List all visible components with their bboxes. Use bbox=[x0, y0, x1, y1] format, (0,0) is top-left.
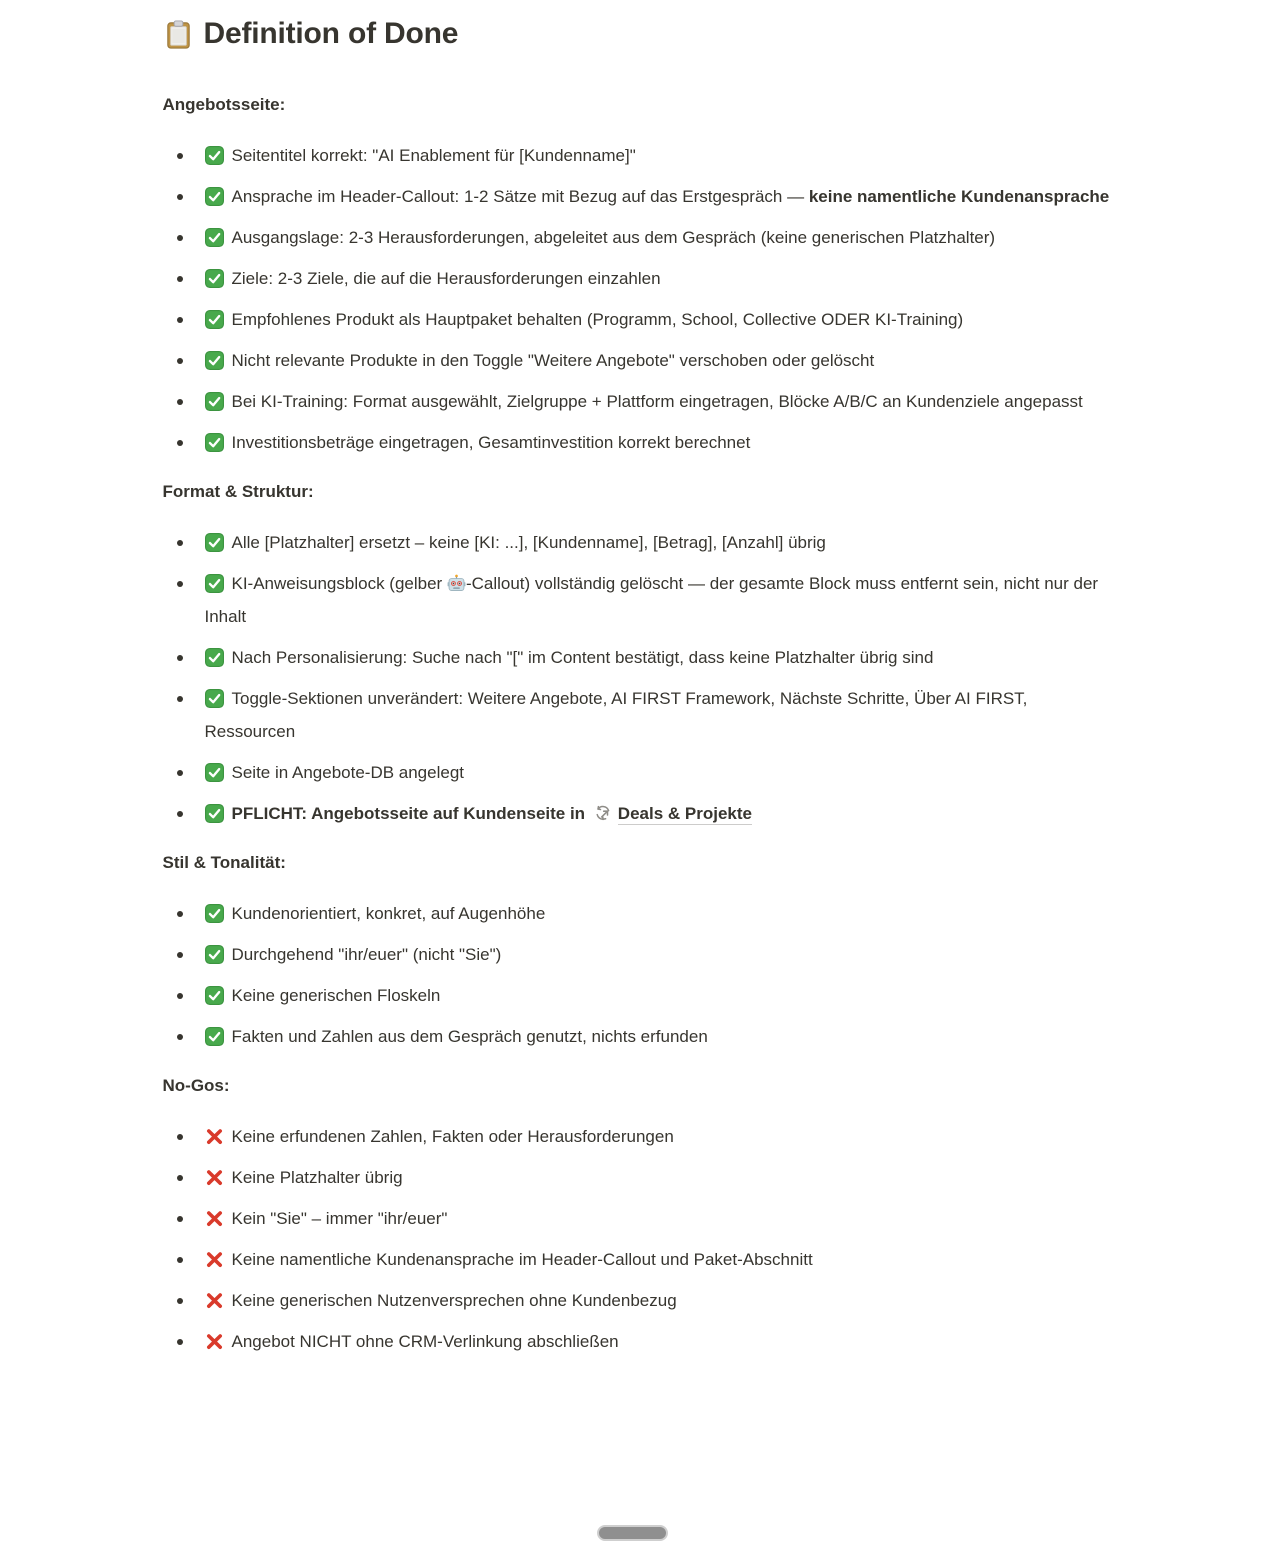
page-content bbox=[163, 0, 1118, 1358]
check-icon bbox=[205, 763, 224, 782]
section-list bbox=[163, 1120, 1118, 1358]
item-text: Keine generischen Floskeln bbox=[231, 986, 441, 1005]
robot-icon bbox=[447, 574, 466, 593]
item-text: Kein "Sie" – immer "ihr/euer" bbox=[231, 1209, 448, 1228]
sections-container bbox=[163, 88, 1118, 1358]
bullet-marker bbox=[177, 911, 183, 917]
bullet-marker bbox=[177, 440, 183, 446]
check-icon bbox=[205, 648, 224, 667]
item-text: keine namentliche Kundenansprache bbox=[808, 187, 1110, 206]
check-icon bbox=[205, 146, 224, 165]
list-item bbox=[163, 897, 1118, 930]
item-text: Kundenorientiert, konkret, auf Augenhöhe bbox=[231, 904, 546, 923]
check-icon bbox=[205, 310, 224, 329]
item-text: Seitentitel korrekt: "AI Enablement für [Kundenname]" bbox=[231, 146, 636, 165]
item-text: Ausgangslage: 2-3 Herausforderungen, abgeleitet aus dem Gespräch (keine generischen Platzhalter) bbox=[231, 228, 996, 247]
section-heading: Stil & Tonalität: bbox=[162, 853, 286, 872]
item-text: Ziele: 2-3 Ziele, die auf die Herausforderungen einzahlen bbox=[231, 269, 661, 288]
bullet-marker bbox=[177, 358, 183, 364]
bullet-marker bbox=[177, 1257, 183, 1263]
list-item bbox=[163, 797, 1118, 830]
check-icon bbox=[205, 351, 224, 370]
bullet-marker bbox=[177, 655, 183, 661]
list-item bbox=[163, 526, 1118, 559]
item-text: Nach Personalisierung: Suche nach "[" im Content bestätigt, dass keine Platzhalter übrig sind bbox=[231, 648, 934, 667]
check-icon bbox=[205, 945, 224, 964]
list-item bbox=[163, 303, 1118, 336]
bullet-marker bbox=[177, 1134, 183, 1140]
item-text: Fakten und Zahlen aus dem Gespräch genutzt, nichts erfunden bbox=[231, 1027, 708, 1046]
section-heading: Angebotsseite: bbox=[162, 95, 286, 114]
bullet-marker bbox=[177, 1298, 183, 1304]
section-list bbox=[163, 139, 1118, 459]
list-item bbox=[163, 385, 1118, 418]
list-item bbox=[163, 641, 1118, 674]
item-text: Nicht relevante Produkte in den Toggle "Weitere Angebote" verschoben oder gelöscht bbox=[231, 351, 875, 370]
list-item bbox=[163, 756, 1118, 789]
list-item bbox=[163, 139, 1118, 172]
item-text: Keine generischen Nutzenversprechen ohne Kundenbezug bbox=[231, 1291, 677, 1310]
check-icon bbox=[205, 187, 224, 206]
bullet-marker bbox=[177, 540, 183, 546]
bullet-marker bbox=[177, 1175, 183, 1181]
item-text: Alle [Platzhalter] ersetzt – keine [KI: ...], [Kundenname], [Betrag], [Anzahl] übrig bbox=[231, 533, 826, 552]
list-item bbox=[163, 1161, 1118, 1194]
item-text: Keine Platzhalter übrig bbox=[231, 1168, 403, 1187]
horizontal-scrollbar-thumb[interactable] bbox=[597, 1525, 668, 1541]
list-item bbox=[163, 426, 1118, 459]
item-text: Ansprache im Header-Callout: 1-2 Sätze mit Bezug auf das Erstgespräch — bbox=[231, 187, 809, 206]
check-icon bbox=[205, 804, 224, 823]
item-text: Angebot NICHT ohne CRM-Verlinkung abschließen bbox=[231, 1332, 619, 1351]
check-icon bbox=[205, 689, 224, 708]
list-item bbox=[163, 1325, 1118, 1358]
bullet-marker bbox=[177, 581, 183, 587]
bullet-marker bbox=[177, 399, 183, 405]
list-item bbox=[163, 1284, 1118, 1317]
item-text: Keine erfundenen Zahlen, Fakten oder Herausforderungen bbox=[231, 1127, 674, 1146]
check-icon bbox=[205, 533, 224, 552]
bullet-marker bbox=[177, 696, 183, 702]
check-icon bbox=[205, 1027, 224, 1046]
check-icon bbox=[205, 269, 224, 288]
bullet-marker bbox=[177, 1034, 183, 1040]
list-item bbox=[163, 1020, 1118, 1053]
item-text: Empfohlenes Produkt als Hauptpaket behalten (Programm, School, Collective ODER KI-Training) bbox=[231, 310, 964, 329]
check-icon bbox=[205, 228, 224, 247]
bullet-marker bbox=[177, 1339, 183, 1345]
list-item bbox=[163, 180, 1118, 213]
page-title-row bbox=[163, 12, 1118, 56]
item-text: PFLICHT: Angebotsseite auf Kundenseite in bbox=[231, 804, 590, 823]
item-text: Keine namentliche Kundenansprache im Header-Callout und Paket-Abschnitt bbox=[231, 1250, 813, 1269]
section-heading: No-Gos: bbox=[162, 1076, 230, 1095]
item-text: Investitionsbeträge eingetragen, Gesamtinvestition korrekt berechnet bbox=[231, 433, 751, 452]
check-icon bbox=[205, 433, 224, 452]
item-text: -Callout) vollständig gelöscht — der gesamte Block muss entfernt sein, nicht nur der Inhalt bbox=[204, 574, 1099, 626]
check-icon bbox=[205, 904, 224, 923]
bullet-marker bbox=[177, 276, 183, 282]
clipboard-icon bbox=[163, 19, 194, 50]
cross-icon bbox=[205, 1332, 224, 1351]
item-text: Bei KI-Training: Format ausgewählt, Zielgruppe + Plattform eingetragen, Blöcke A/B/C an Kundenziele angepasst bbox=[231, 392, 1083, 411]
cross-icon bbox=[205, 1291, 224, 1310]
cross-icon bbox=[205, 1127, 224, 1146]
check-icon bbox=[205, 574, 224, 593]
section-list bbox=[163, 526, 1118, 830]
cross-icon bbox=[205, 1209, 224, 1228]
section-list bbox=[163, 897, 1118, 1053]
list-item bbox=[163, 1202, 1118, 1235]
check-icon bbox=[205, 392, 224, 411]
check-icon bbox=[205, 986, 224, 1005]
list-item bbox=[163, 1120, 1118, 1153]
list-item bbox=[163, 979, 1118, 1012]
page-link[interactable]: Deals & Projekte bbox=[617, 804, 752, 823]
list-item bbox=[163, 344, 1118, 377]
list-item bbox=[163, 682, 1118, 748]
bullet-marker bbox=[177, 153, 183, 159]
bullet-marker bbox=[177, 235, 183, 241]
bullet-marker bbox=[177, 993, 183, 999]
bullet-marker bbox=[177, 811, 183, 817]
section-heading: Format & Struktur: bbox=[162, 482, 314, 501]
bullet-marker bbox=[177, 1216, 183, 1222]
list-item bbox=[163, 567, 1118, 633]
bullet-marker bbox=[177, 194, 183, 200]
cross-icon bbox=[205, 1168, 224, 1187]
page-link-icon[interactable] bbox=[594, 804, 612, 822]
page-title: Definition of Done bbox=[203, 17, 459, 50]
list-item bbox=[163, 1243, 1118, 1276]
cross-icon bbox=[205, 1250, 224, 1269]
bullet-marker bbox=[177, 952, 183, 958]
item-text: KI-Anweisungsblock (gelber bbox=[231, 574, 447, 593]
bullet-marker bbox=[177, 770, 183, 776]
bullet-marker bbox=[177, 317, 183, 323]
item-text: Seite in Angebote-DB angelegt bbox=[231, 763, 465, 782]
item-text: Toggle-Sektionen unverändert: Weitere Angebote, AI FIRST Framework, Nächste Schritte, Über AI FIRST, Ressourcen bbox=[204, 689, 1028, 741]
item-text: Durchgehend "ihr/euer" (nicht "Sie") bbox=[231, 945, 502, 964]
list-item bbox=[163, 938, 1118, 971]
list-item bbox=[163, 221, 1118, 254]
list-item bbox=[163, 262, 1118, 295]
